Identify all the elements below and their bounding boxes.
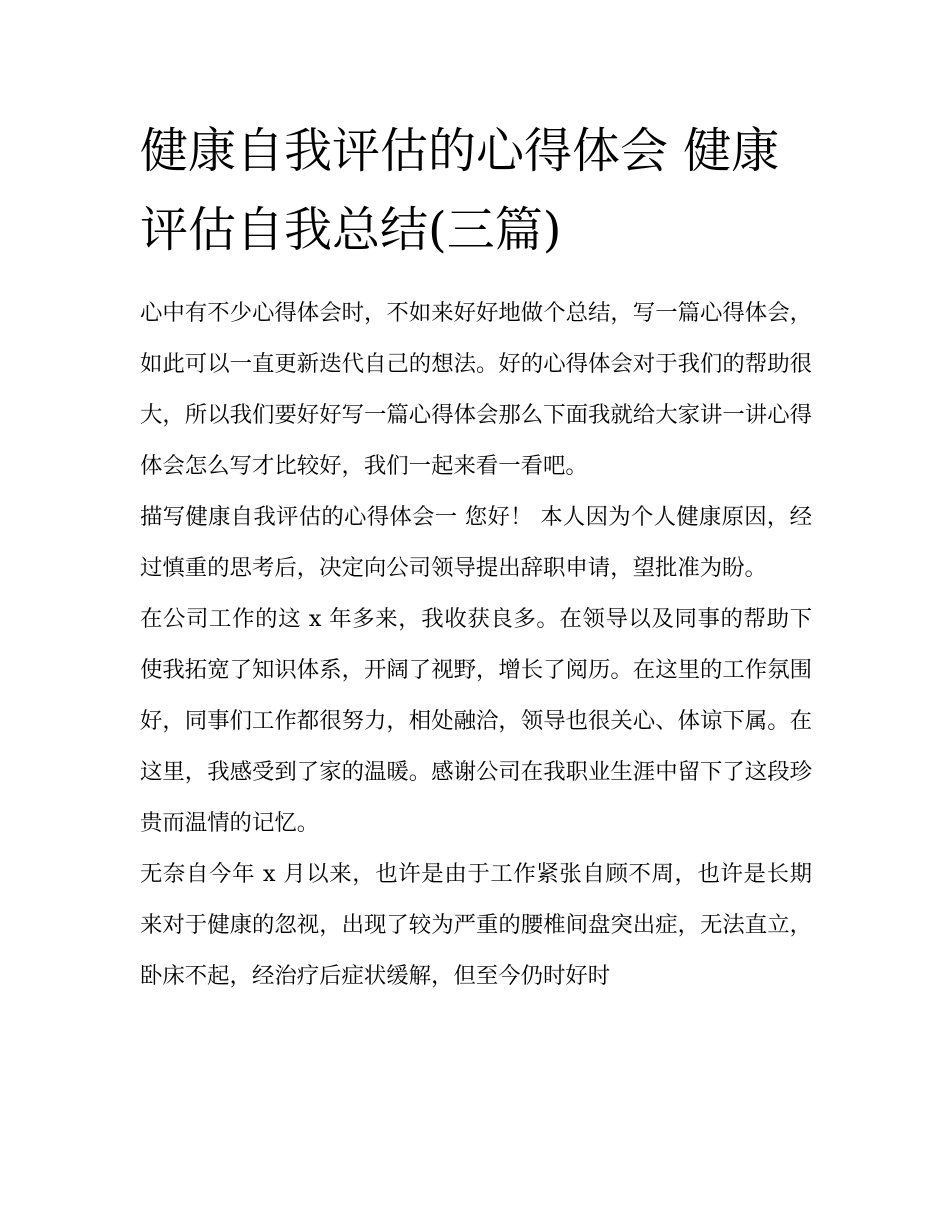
paragraph-health-reason: 无奈自今年 x 月以来，也许是由于工作紧张自顾不周，也许是长期来对于健康的忽视，出现了较为严重的腰椎间盘突出症，无法直立，卧床不起，经治疗后症状缓解，但至今仍时好时 — [140, 861, 812, 989]
document-title: 健康自我评估的心得体会 健康评估自我总结(三篇) — [140, 123, 780, 258]
document-body — [140, 112, 812, 1002]
paragraph-resignation-opening: 描写健康自我评估的心得体会一 您好！ 本人因为个人健康原因，经过慎重的思考后，决定向公司领导提出辞职申请，望批准为盼。 — [140, 504, 812, 581]
paragraph-intro: 心中有不少心得体会时，不如来好好地做个总结，写一篇心得体会，如此可以一直更新迭代自己的想法。好的心得体会对于我们的帮助很大，所以我们要好好写一篇心得体会那么下面我就给大家讲一讲心得体会怎么写才比较好，我们一起来看一看吧。 — [140, 300, 812, 479]
paragraph-gratitude: 在公司工作的这 x 年多来，我收获良多。在领导以及同事的帮助下使我拓宽了知识体系，开阔了视野，增长了阅历。在这里的工作氛围好，同事们工作都很努力，相处融洽，领导也很关心、体谅下属。在这里，我感受到了家的温暖。感谢公司在我职业生涯中留下了这段珍贵而温情的记忆。 — [140, 606, 812, 836]
